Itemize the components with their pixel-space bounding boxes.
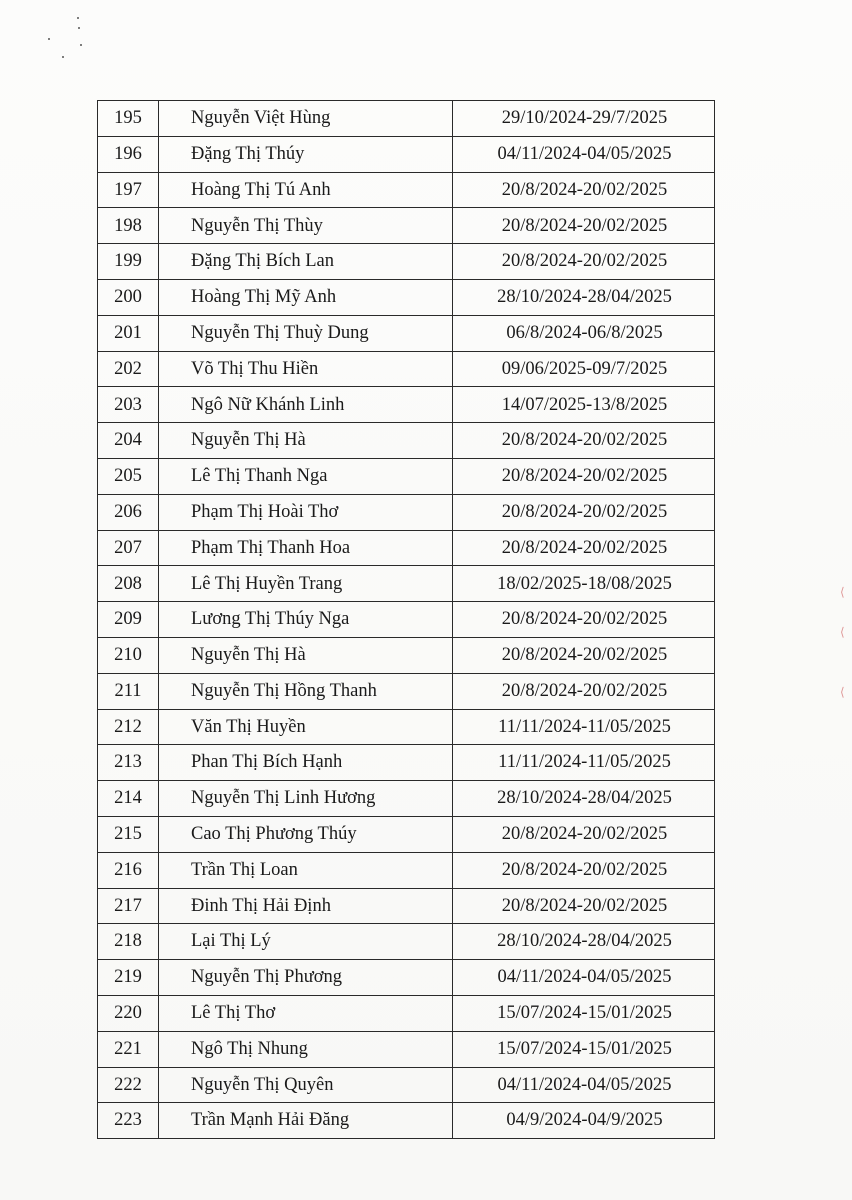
row-number-cell: 202 [98,351,159,387]
stamp-edge-mark: ⟨ [840,585,845,599]
table-row [98,995,715,1031]
period-cell: 20/8/2024-20/02/2025 [453,458,715,494]
full-name-cell: Ngô Thị Nhung [159,1031,453,1067]
full-name-cell: Lại Thị Lý [159,924,453,960]
row-number-cell: 210 [98,637,159,673]
period-cell: 20/8/2024-20/02/2025 [453,530,715,566]
row-number-cell: 195 [98,101,159,137]
period-cell: 15/07/2024-15/01/2025 [453,1031,715,1067]
full-name-cell: Lê Thị Thơ [159,995,453,1031]
period-cell: 09/06/2025-09/7/2025 [453,351,715,387]
period-cell: 11/11/2024-11/05/2025 [453,709,715,745]
row-number-cell: 218 [98,924,159,960]
row-number-cell: 204 [98,423,159,459]
full-name-cell: Lương Thị Thúy Nga [159,602,453,638]
row-number-cell: 216 [98,852,159,888]
full-name-cell: Lê Thị Huyền Trang [159,566,453,602]
table-row [98,888,715,924]
full-name-cell: Hoàng Thị Tú Anh [159,172,453,208]
full-name-cell: Ngô Nữ Khánh Linh [159,387,453,423]
table-row [98,673,715,709]
period-cell: 28/10/2024-28/04/2025 [453,924,715,960]
full-name-cell: Phan Thị Bích Hạnh [159,745,453,781]
employee-table-container [97,100,714,1139]
full-name-cell: Nguyễn Thị Hồng Thanh [159,673,453,709]
row-number-cell: 207 [98,530,159,566]
table-row [98,1067,715,1103]
period-cell: 04/11/2024-04/05/2025 [453,136,715,172]
period-cell: 20/8/2024-20/02/2025 [453,816,715,852]
table-row [98,172,715,208]
period-cell: 04/9/2024-04/9/2025 [453,1103,715,1139]
table-row [98,279,715,315]
table-row [98,781,715,817]
table-row [98,924,715,960]
period-cell: 20/8/2024-20/02/2025 [453,172,715,208]
period-cell: 20/8/2024-20/02/2025 [453,602,715,638]
full-name-cell: Lê Thị Thanh Nga [159,458,453,494]
full-name-cell: Nguyễn Thị Thùy [159,208,453,244]
row-number-cell: 209 [98,602,159,638]
full-name-cell: Cao Thị Phương Thúy [159,816,453,852]
table-row [98,351,715,387]
table-row [98,494,715,530]
row-number-cell: 197 [98,172,159,208]
stamp-edge-mark: ⟨ [840,625,845,639]
period-cell: 06/8/2024-06/8/2025 [453,315,715,351]
table-row [98,136,715,172]
table-row [98,1103,715,1139]
full-name-cell: Nguyễn Thị Hà [159,637,453,673]
scan-speck [62,56,64,58]
period-cell: 28/10/2024-28/04/2025 [453,279,715,315]
table-row [98,852,715,888]
scan-speck [80,44,82,46]
period-cell: 20/8/2024-20/02/2025 [453,673,715,709]
table-row [98,387,715,423]
table-row [98,1031,715,1067]
period-cell: 20/8/2024-20/02/2025 [453,494,715,530]
period-cell: 28/10/2024-28/04/2025 [453,781,715,817]
table-row [98,208,715,244]
period-cell: 20/8/2024-20/02/2025 [453,423,715,459]
full-name-cell: Võ Thị Thu Hiền [159,351,453,387]
full-name-cell: Đặng Thị Bích Lan [159,244,453,280]
full-name-cell: Trần Mạnh Hải Đăng [159,1103,453,1139]
period-cell: 20/8/2024-20/02/2025 [453,888,715,924]
row-number-cell: 211 [98,673,159,709]
full-name-cell: Nguyễn Việt Hùng [159,101,453,137]
period-cell: 20/8/2024-20/02/2025 [453,244,715,280]
period-cell: 04/11/2024-04/05/2025 [453,1067,715,1103]
row-number-cell: 223 [98,1103,159,1139]
full-name-cell: Nguyễn Thị Phương [159,960,453,996]
row-number-cell: 215 [98,816,159,852]
full-name-cell: Nguyễn Thị Quyên [159,1067,453,1103]
stamp-edge-mark: ⟨ [840,685,845,699]
table-row [98,530,715,566]
table-row [98,960,715,996]
row-number-cell: 214 [98,781,159,817]
full-name-cell: Đinh Thị Hải Định [159,888,453,924]
row-number-cell: 208 [98,566,159,602]
full-name-cell: Nguyễn Thị Linh Hương [159,781,453,817]
table-row [98,745,715,781]
row-number-cell: 219 [98,960,159,996]
period-cell: 04/11/2024-04/05/2025 [453,960,715,996]
table-row [98,101,715,137]
row-number-cell: 213 [98,745,159,781]
scan-speck [78,27,80,29]
scan-speck [77,17,79,19]
period-cell: 20/8/2024-20/02/2025 [453,208,715,244]
full-name-cell: Phạm Thị Thanh Hoa [159,530,453,566]
row-number-cell: 221 [98,1031,159,1067]
scan-speck [48,38,50,40]
full-name-cell: Hoàng Thị Mỹ Anh [159,279,453,315]
table-row [98,566,715,602]
full-name-cell: Nguyễn Thị Hà [159,423,453,459]
row-number-cell: 200 [98,279,159,315]
row-number-cell: 198 [98,208,159,244]
row-number-cell: 203 [98,387,159,423]
row-number-cell: 199 [98,244,159,280]
table-row [98,423,715,459]
row-number-cell: 217 [98,888,159,924]
full-name-cell: Phạm Thị Hoài Thơ [159,494,453,530]
table-row [98,315,715,351]
employee-table [97,100,715,1139]
period-cell: 29/10/2024-29/7/2025 [453,101,715,137]
period-cell: 18/02/2025-18/08/2025 [453,566,715,602]
period-cell: 20/8/2024-20/02/2025 [453,637,715,673]
table-row [98,709,715,745]
row-number-cell: 196 [98,136,159,172]
table-row [98,244,715,280]
employee-table-body [98,101,715,1139]
period-cell: 15/07/2024-15/01/2025 [453,995,715,1031]
table-row [98,816,715,852]
row-number-cell: 205 [98,458,159,494]
row-number-cell: 212 [98,709,159,745]
table-row [98,458,715,494]
full-name-cell: Nguyễn Thị Thuỳ Dung [159,315,453,351]
table-row [98,637,715,673]
period-cell: 14/07/2025-13/8/2025 [453,387,715,423]
row-number-cell: 222 [98,1067,159,1103]
full-name-cell: Văn Thị Huyền [159,709,453,745]
row-number-cell: 206 [98,494,159,530]
period-cell: 11/11/2024-11/05/2025 [453,745,715,781]
period-cell: 20/8/2024-20/02/2025 [453,852,715,888]
full-name-cell: Đặng Thị Thúy [159,136,453,172]
table-row [98,602,715,638]
row-number-cell: 201 [98,315,159,351]
full-name-cell: Trần Thị Loan [159,852,453,888]
row-number-cell: 220 [98,995,159,1031]
